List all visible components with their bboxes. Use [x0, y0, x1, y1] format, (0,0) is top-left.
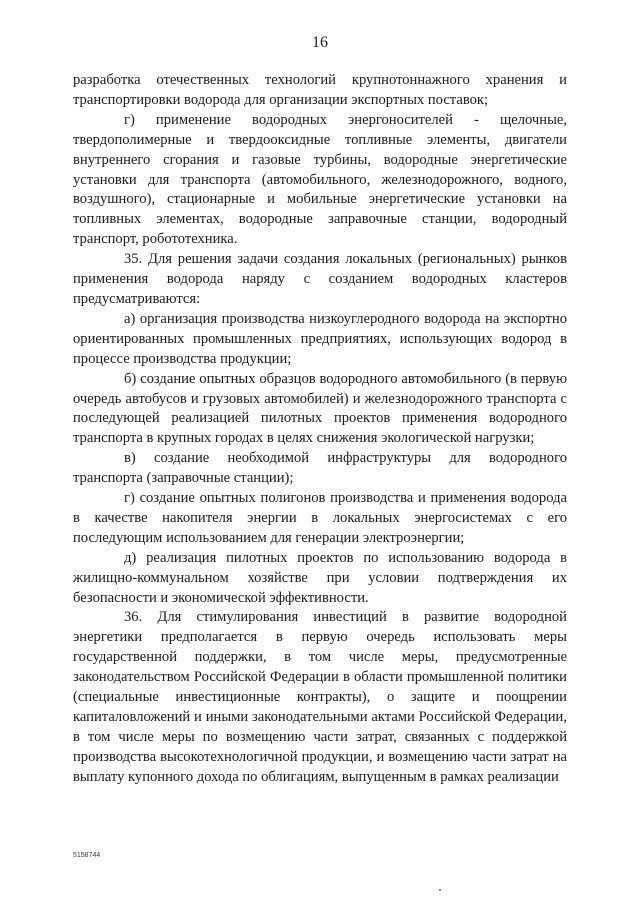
document-code: 5158744 — [73, 852, 101, 859]
paragraph-36: 36. Для стимулирования инвестиций в развитие водородной энергетики предполагается в первую очередь использовать меры государственной поддержки, в том числе меры, предусмотренные законодательством Российской Федерации в области промышленной политики (специальные инвестиционные контракты), о защите и поощрении капиталовложений и иными законодательными актами Российской Федерации, в том числе меры по возмещению части затрат, связанных с поддержкой производства высокотехнологичной продукции, и возмещению части затрат на выплату купонного дохода по облигациям, выпущенным в рамках реализации — [73, 609, 567, 785]
paragraph-35-item-v: в) создание необходимой инфраструктуры для водородного транспорта (заправочные станции); — [73, 450, 567, 487]
paragraph-35-item-b: б) создание опытных образцов водородного автомобильного (в первую очередь автобусов и грузовых автомобилей) и железнодорожного транспорта с последующей реализацией пилотных проектов применения водородного транспорта в крупных городах в целях снижения экологической нагрузки; — [73, 370, 567, 447]
paragraph-35-item-g: г) создание опытных полигонов производства и применения водорода в качестве накопителя энергии в локальных энергосистемах с его последующим использованием для генерации электроэнергии; — [73, 490, 567, 546]
paragraph-35: 35. Для решения задачи создания локальных (региональных) рынков применения водорода наряду с созданием водородных кластеров предусматриваются: — [73, 251, 567, 307]
page-number: 16 — [312, 34, 328, 51]
paragraph-35-item-d: д) реализация пилотных проектов по использованию водорода в жилищно-коммунальном хозяйстве при условии подтверждения их безопасности и экономической эффективности. — [73, 549, 567, 606]
paragraph-item-g-hydrogen-use: г) применение водородных энергоносителей - щелочные, твердополимерные и твердооксидные топливные элементы, двигатели внутреннего сгорания и газовые турбины, водородные энергетические установки для транспорта (автомобильного, железнодорожного, водного, воздушного), стационарные и мобильные энергетические установки на топливных элементах, водородные заправочные станции, водородный транспорт, робототехника. — [73, 111, 567, 248]
body-text — [73, 71, 567, 788]
scan-speck — [439, 889, 441, 891]
paragraph-continuation: разработка отечественных технологий крупнотоннажного хранения и транспортировки водорода для организации экспортных поставок; — [73, 72, 567, 108]
paragraph-35-item-a: а) организация производства низкоуглеродного водорода на экспортно ориентированных промышленных предприятиях, использующих водород в процессе производства продукции; — [73, 310, 567, 367]
